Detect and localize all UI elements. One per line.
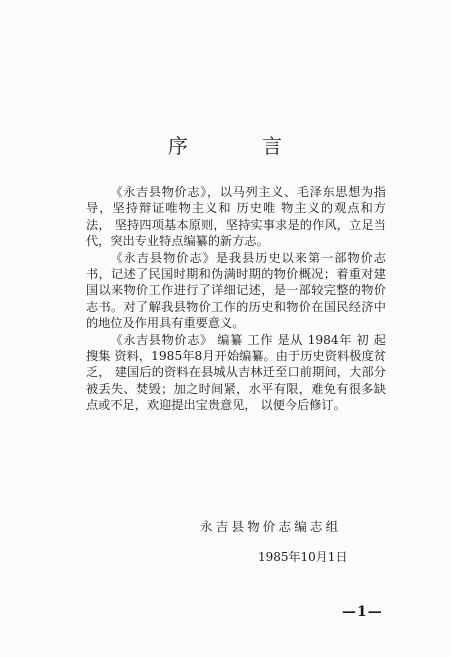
paragraph: 《永吉县物价志》，以马列主义、毛泽东思想为指导，坚持辩证唯物主义和 历史唯 物主义的观点和方法， 坚持四项基本原则，坚持实事求是的作风，立足当代，突出专业特点编纂的新方志。 (86, 185, 386, 249)
date-line: 1985年10月1日 (258, 550, 348, 564)
preface-body (86, 184, 386, 414)
paragraph: 《永吉县物价志》 编纂 工作 是从 1984年 初 起 搜集 资料，1985年8月开始编纂。由于历史资料极度贫乏， 建国后的资料在县城从吉林迁至口前期间，大部分被丢失、焚毁；加之时间紧，水平有限，难免有很多缺点或不足，欢迎提出宝贵意见， 以便今后修订。 (86, 332, 386, 413)
page-title: 序 言 (167, 134, 317, 158)
paragraph: 《永吉县物价志》是我县历史以来第一部物价志书，记述了民国时期和伪满时期的物价概况；着重对建国以来物价工作进行了详细记述，是一部较完整的物价志书。对了解我县物价工作的历史和物价在国民经济中的地位及作用具有重要意义。 (86, 250, 386, 331)
author-signature: 永吉县物价志编志组 (200, 519, 342, 534)
page-number: —1— (342, 604, 383, 620)
